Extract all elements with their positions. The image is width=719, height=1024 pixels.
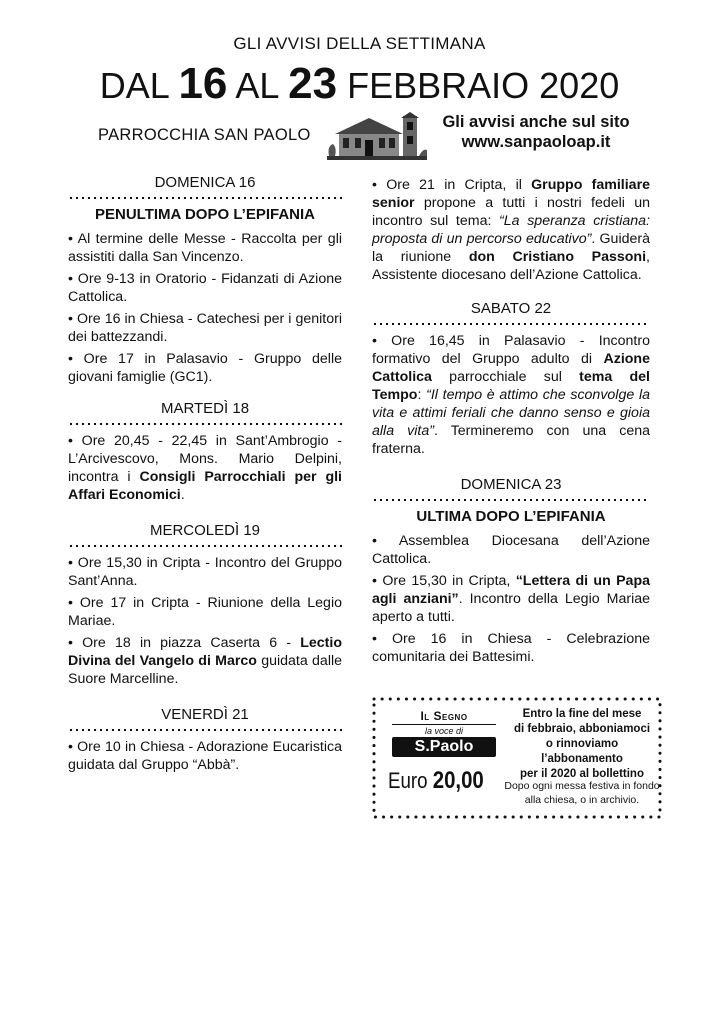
dotted-divider	[68, 544, 342, 548]
left-column	[68, 174, 342, 778]
section-heading-domenica-23: DOMENICA 23	[460, 476, 562, 493]
dotted-divider	[372, 322, 650, 326]
section-heading-domenica-16: DOMENICA 16	[154, 174, 256, 191]
list-item: • Ore 17 in Cripta - Riunione della Legio Mariae.	[68, 595, 342, 629]
subscription-note: Dopo ogni messa festiva in fondo alla chiesa, o in archivio.	[504, 780, 660, 806]
list-item: • Ore 20,45 - 22,45 in Sant’Ambrogio - L’Arcivescovo, Mons. Mario Delpini, incontra i Consigli Parrocchiali per gli Affari Economici.	[68, 433, 342, 503]
section-heading-venerdi-21: VENERDÌ 21	[161, 706, 249, 723]
logo-top: Il Segno	[392, 709, 496, 725]
site-url: www.sanpaoloap.it	[461, 133, 611, 151]
kicker: GLI AVVISI DELLA SETTIMANA	[233, 34, 486, 53]
subscription-text: Entro la fine del mese di febbraio, abboniamoci o rinnoviamo l’abbonamento per il 2020 al bollettino	[513, 708, 651, 780]
list-item: • Ore 16 in Chiesa - Celebrazione comunitaria dei Battesimi.	[372, 631, 650, 665]
price-value: 20,00	[432, 767, 484, 794]
title-month-year: FEBBRAIO 2020	[347, 65, 620, 106]
price	[388, 767, 484, 795]
church-illustration	[327, 112, 427, 160]
price-label: Euro	[388, 768, 428, 793]
site-line: Gli avvisi anche sul sito	[442, 113, 630, 131]
dotted-divider	[68, 196, 342, 200]
logo-mid: la voce di	[424, 726, 464, 736]
title-to-day: 23	[288, 59, 338, 108]
dotted-divider	[68, 728, 342, 732]
parish-name: PARROCCHIA SAN PAOLO	[98, 126, 311, 144]
section-subheading: PENULTIMA DOPO L’EPIFANIA	[94, 206, 315, 223]
title-from-day: 16	[178, 59, 228, 108]
list-item: • Ore 21 in Cripta, il Gruppo familiare senior propone a tutti i nostri fedeli un incontro sul tema: “La speranza cristiana: proposta di un percorso educativo”. Guiderà la riunione don Cristiano Passoni, Assistente diocesano dell’Azione Cattolica.	[372, 177, 650, 283]
list-item: • Ore 18 in piazza Caserta 6 - Lectio Divina del Vangelo di Marco guidata dalle Suore Marcelline.	[68, 635, 343, 687]
list-item: • Al termine delle Messe - Raccolta per gli assistiti dalla San Vincenzo.	[68, 231, 342, 265]
list-item: • Ore 10 in Chiesa - Adorazione Eucaristica guidata dal Gruppo “Abbà”.	[68, 739, 342, 773]
section-heading-sabato-22: SABATO 22	[470, 300, 552, 317]
list-item: • Ore 15,30 in Cripta - Incontro del Gruppo Sant’Anna.	[68, 555, 342, 589]
dotted-divider	[68, 422, 342, 426]
list-item: • Ore 15,30 in Cripta, “Lettera di un Papa agli anziani”. Incontro della Legio Mariae aperto a tutti.	[372, 573, 650, 625]
section-subheading: ULTIMA DOPO L’EPIFANIA	[416, 508, 606, 525]
list-item: • Assemblea Diocesana dell’Azione Cattolica.	[372, 533, 650, 567]
title-dal: DAL	[99, 65, 169, 106]
list-item: • Ore 17 in Palasavio - Gruppo delle giovani famiglie (GC1).	[68, 351, 342, 385]
logo-name: S.Paolo	[392, 737, 496, 757]
dotted-divider	[372, 498, 650, 502]
page-title	[0, 59, 719, 108]
subscription-box	[372, 697, 662, 819]
section-heading-martedi-18: MARTEDÌ 18	[160, 400, 250, 417]
site-info	[436, 112, 636, 152]
title-al: AL	[235, 65, 279, 106]
right-column	[372, 176, 650, 670]
bulletin-logo	[392, 709, 496, 757]
section-heading-mercoledi-19: MERCOLEDÌ 19	[149, 522, 261, 539]
list-item: • Ore 16,45 in Palasavio - Incontro formativo del Gruppo adulto di Azione Cattolica parrocchiale sul tema del Tempo: “Il tempo è attimo che sconvolge la vita e attimi feriali che danno senso e gioia alla vita”. Termineremo con una cena fraterna.	[372, 333, 651, 457]
list-item: • Ore 16 in Chiesa - Catechesi per i genitori dei battezzandi.	[68, 311, 342, 345]
list-item: • Ore 9-13 in Oratorio - Fidanzati di Azione Cattolica.	[68, 271, 342, 305]
